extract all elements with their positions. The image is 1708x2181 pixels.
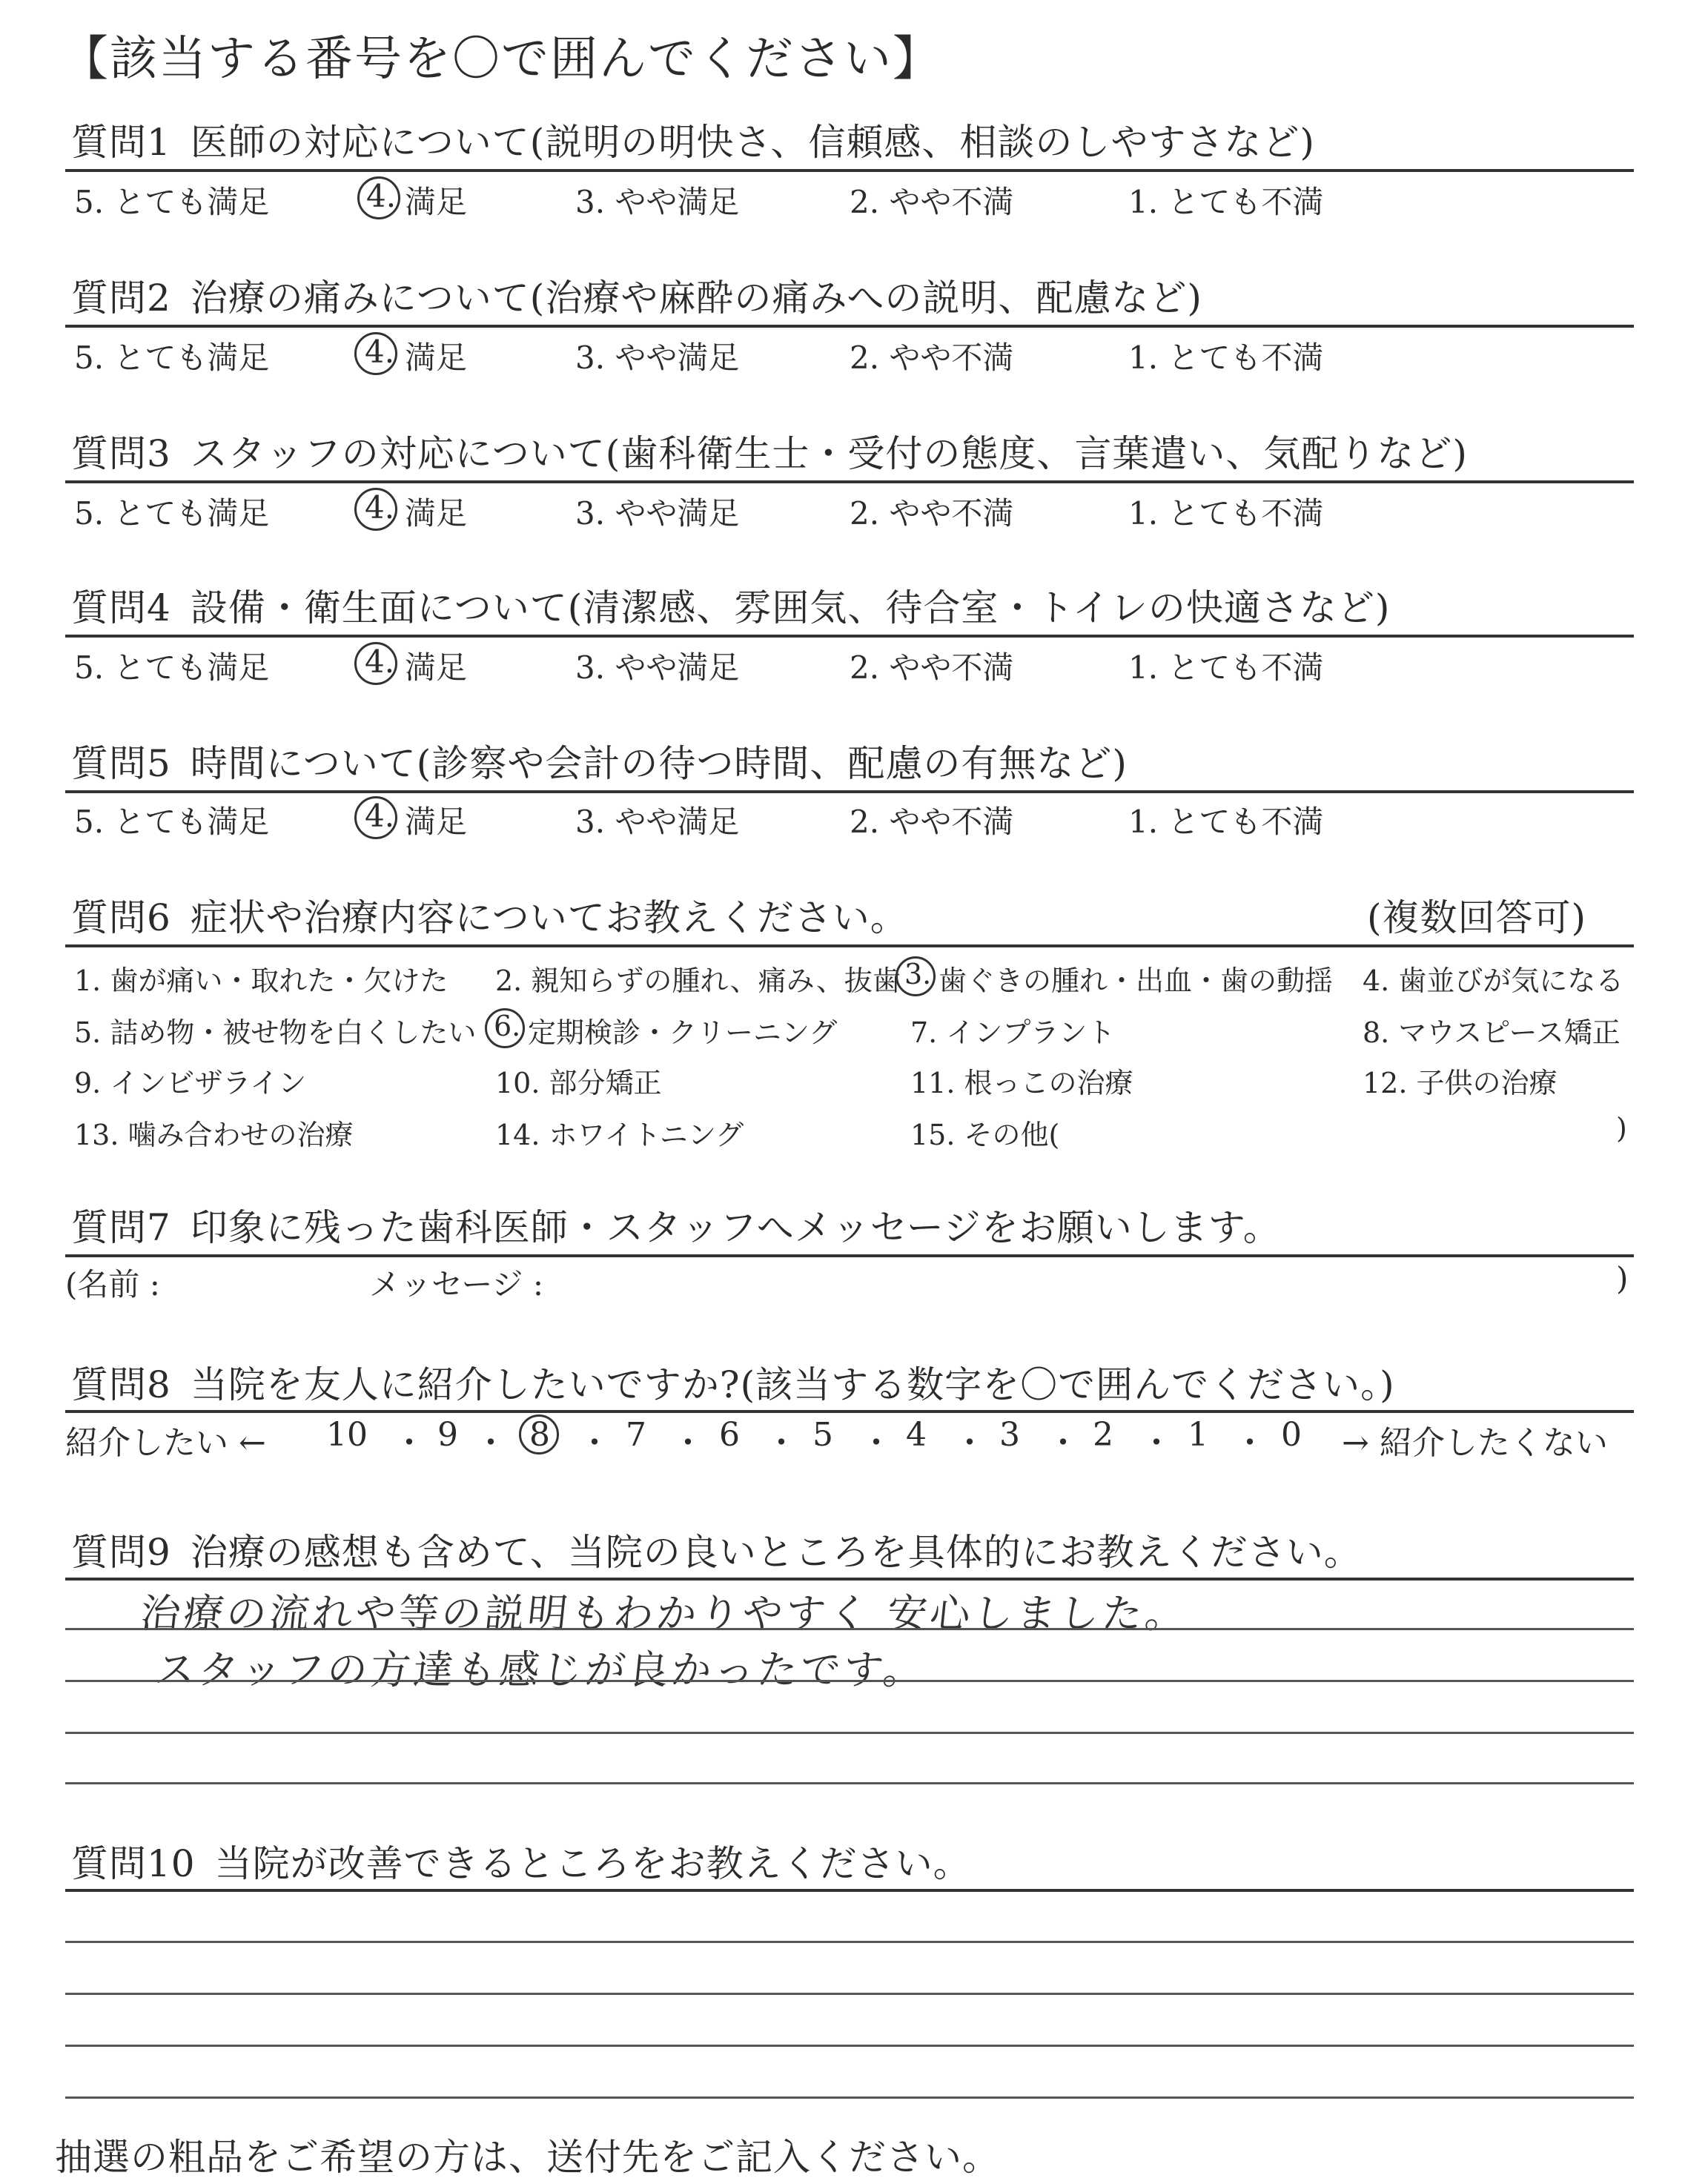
answer-line [65,1993,1634,1995]
answer-line [65,1628,1634,1630]
symptom-option-6-label[interactable]: 定期検診・クリーニング [528,1016,838,1049]
symptom-option-14[interactable]: 14. ホワイトニング [495,1119,744,1151]
other-close-paren: ) [1616,1112,1627,1145]
option-3[interactable]: 3. やや満足 [575,184,740,220]
symptom-option-9[interactable]: 9. インビザライン [74,1067,307,1099]
option-1[interactable]: 1. とても不満 [1128,804,1324,840]
question-7 [71,1198,1634,1251]
option-4-number[interactable]: 4. [366,178,397,214]
option-5[interactable]: 5. とても満足 [74,495,270,532]
option-1[interactable]: 1. とても不満 [1128,340,1324,376]
question-number: 質問5 [71,742,171,785]
question-text: 治療の感想も含めて、当院の良いところを具体的にお教えください。 [190,1531,1362,1574]
divider [65,944,1634,947]
option-2[interactable]: 2. やや不満 [850,495,1014,532]
symptom-option-10[interactable]: 10. 部分矯正 [495,1067,662,1099]
option-3[interactable]: 3. やや満足 [575,495,740,532]
scale-value-4[interactable]: 4 [906,1416,927,1454]
scale-value-6[interactable]: 6 [719,1416,740,1454]
symptom-option-13[interactable]: 13. 噛み合わせの治療 [74,1119,354,1151]
question-2 [71,268,1634,322]
scale-right-label: → 紹介したくない [1342,1424,1608,1462]
symptom-option-1[interactable]: 1. 歯が痛い・取れた・欠けた [74,964,448,997]
divider [65,1889,1634,1892]
option-4-number[interactable]: 4. [365,643,395,680]
instruction-heading: 【該当する番号を〇で囲んでください】 [61,32,941,87]
question-text: 印象に残った歯科医師・スタッフへメッセージをお願いします。 [190,1206,1281,1249]
question-5 [71,734,1634,787]
divider [65,480,1634,483]
symptom-option-15[interactable]: 15. その他( [910,1119,1060,1151]
scale-separator: ・ [953,1424,986,1462]
question-number: 質問10 [71,1842,196,1885]
answer-line [65,1782,1634,1784]
question-1 [71,113,1634,166]
scale-value-5[interactable]: 5 [812,1416,833,1454]
option-4-label[interactable]: 満足 [405,495,468,532]
footer-text: 抽選の粗品をご希望の方は、送付先をご記入ください。 [55,2136,1000,2179]
option-4-label[interactable]: 満足 [405,340,468,376]
divider [65,1254,1634,1257]
message-label: メッセージ : [369,1266,543,1303]
option-5[interactable]: 5. とても満足 [74,184,270,220]
scale-value-7[interactable]: 7 [626,1416,646,1454]
scale-separator: ・ [578,1424,611,1462]
answer-line [65,1680,1634,1682]
question-text: 当院を友人に紹介したいですか?(該当する数字を〇で囲んでください。) [190,1363,1395,1406]
option-4-number[interactable]: 4. [365,489,395,526]
handwritten-answer-line-1: 治療の流れや等の説明もわかりやすく 安心しました。 [138,1590,1191,1637]
name-label: (名前 : [65,1266,160,1303]
question-text: スタッフの対応について(歯科衛生士・受付の態度、言葉遣い、気配りなど) [190,432,1468,475]
option-1[interactable]: 1. とても不満 [1128,184,1324,220]
scale-separator: ・ [474,1424,507,1462]
question-number: 質問9 [71,1531,171,1574]
question-number: 質問1 [71,121,171,164]
option-4-label[interactable]: 満足 [405,184,468,220]
question-number: 質問2 [71,277,171,320]
symptom-option-8[interactable]: 8. マウスピース矯正 [1363,1016,1621,1049]
question-text: 設備・衛生面について(清潔感、雰囲気、待合室・トイレの快適さなど) [190,586,1391,629]
option-4-label[interactable]: 満足 [405,804,468,840]
option-1[interactable]: 1. とても不満 [1128,649,1324,686]
question-4 [71,578,1634,632]
scale-value-1[interactable]: 1 [1188,1416,1208,1454]
scale-value-2[interactable]: 2 [1093,1416,1113,1454]
question-number: 質問4 [71,586,171,629]
question-number: 質問8 [71,1363,171,1406]
symptom-option-11[interactable]: 11. 根っこの治療 [910,1067,1133,1099]
symptom-option-12[interactable]: 12. 子供の治療 [1363,1067,1558,1099]
option-2[interactable]: 2. やや不満 [850,804,1014,840]
scale-separator: ・ [1047,1424,1079,1462]
scale-separator: ・ [1140,1424,1173,1462]
answer-line [65,1732,1634,1734]
symptom-option-3-number[interactable]: 3. [904,958,932,990]
divider [65,1410,1634,1413]
symptom-option-3-label[interactable]: 歯ぐきの腫れ・出血・歯の動揺 [939,964,1334,997]
answer-line [65,1941,1634,1943]
question-text: 医師の対応について(説明の明快さ、信頼感、相談のしやすさなど) [190,121,1315,164]
option-3[interactable]: 3. やや満足 [575,340,740,376]
scale-separator: ・ [1234,1424,1266,1462]
scale-separator: ・ [860,1424,893,1462]
scale-value-0[interactable]: 0 [1281,1416,1302,1454]
question-10 [71,1834,1634,1887]
scale-left-label: 紹介したい ← [65,1424,266,1462]
question-text: 当院が改善できるところをお教えください。 [214,1842,971,1885]
answer-line [65,2096,1634,2099]
multiple-answer-note: (複数回答可) [1367,896,1587,939]
option-1[interactable]: 1. とても不満 [1128,495,1324,532]
divider [65,1578,1634,1581]
option-3[interactable]: 3. やや満足 [575,649,740,686]
option-4-number[interactable]: 4. [365,798,395,834]
option-2[interactable]: 2. やや不満 [850,340,1014,376]
option-5[interactable]: 5. とても満足 [74,340,270,376]
scale-value-10[interactable]: 10 [326,1416,368,1454]
question-text: 時間について(診察や会計の待つ時間、配慮の有無など) [190,742,1128,785]
answer-line [65,2045,1634,2047]
scale-separator: ・ [393,1424,426,1462]
divider [65,790,1634,793]
question-text: 症状や治療内容についてお教えください。 [190,896,908,939]
scale-separator: ・ [765,1424,798,1462]
option-3[interactable]: 3. やや満足 [575,804,740,840]
option-5[interactable]: 5. とても満足 [74,649,270,686]
option-2[interactable]: 2. やや不満 [850,649,1014,686]
question-number: 質問3 [71,432,171,475]
question-number: 質問7 [71,1206,171,1249]
scale-value-3[interactable]: 3 [999,1416,1020,1454]
scale-value-9[interactable]: 9 [437,1416,458,1454]
message-close-paren: ) [1616,1260,1629,1297]
question-8 [71,1355,1634,1409]
symptom-option-2[interactable]: 2. 親知らずの腫れ、痛み、抜歯 [495,964,901,997]
question-number: 質問6 [71,896,171,939]
symptom-option-5[interactable]: 5. 詰め物・被せ物を白くしたい [74,1016,477,1049]
option-4-number[interactable]: 4. [365,334,395,370]
divider [65,169,1634,172]
divider [65,325,1634,328]
divider [65,635,1634,638]
option-5[interactable]: 5. とても満足 [74,804,270,840]
scale-separator: ・ [672,1424,704,1462]
symptom-option-7[interactable]: 7. インプラント [910,1016,1116,1049]
question-9 [71,1523,1634,1576]
option-2[interactable]: 2. やや不満 [850,184,1014,220]
symptom-option-6-number[interactable]: 6. [494,1010,521,1042]
symptom-option-4[interactable]: 4. 歯並びが気になる [1363,964,1624,997]
question-3 [71,424,1634,477]
option-4-label[interactable]: 満足 [405,649,468,686]
handwritten-answer-line-2: スタッフの方達も感じが良かったです。 [153,1646,929,1693]
scale-value-8[interactable]: 8 [529,1416,550,1454]
question-text: 治療の痛みについて(治療や麻酔の痛みへの説明、配慮など) [190,277,1202,320]
